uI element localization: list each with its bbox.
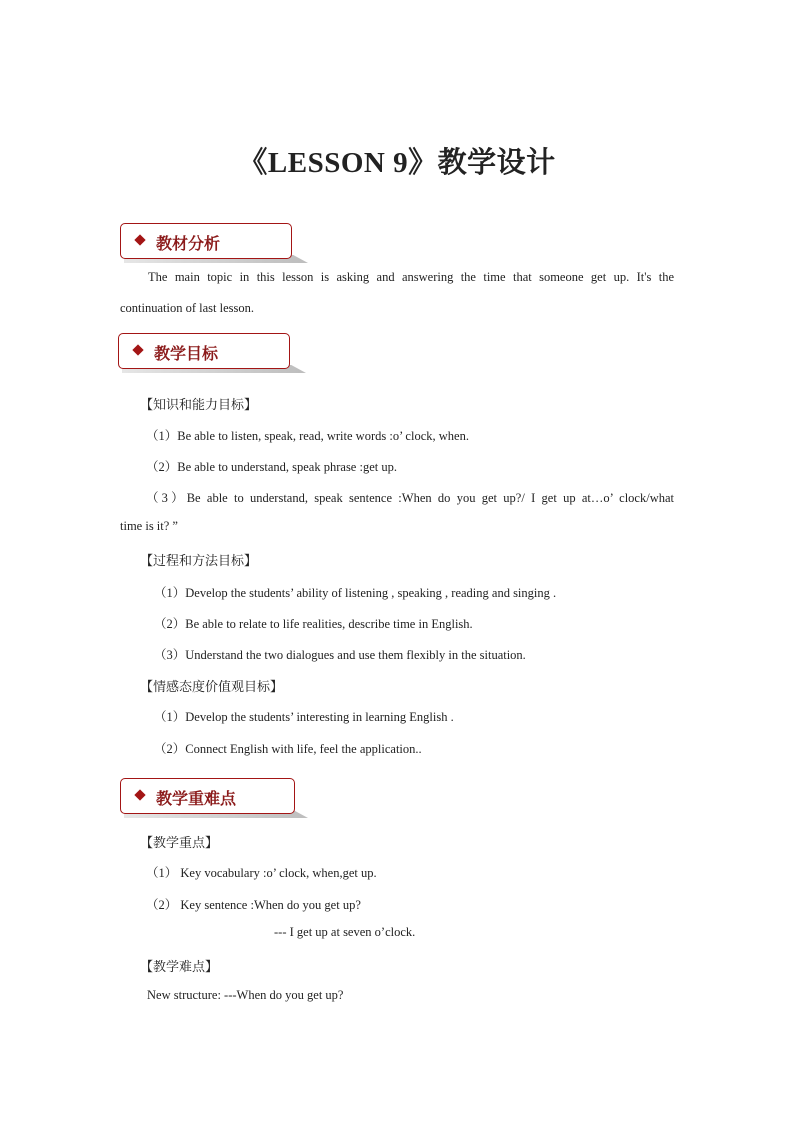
diamond-bullet-icon [134,789,145,800]
knowledge-objectives-heading: 【知识和能力目标】 [140,398,258,413]
section-heading-label: 教材分析 [156,234,221,253]
section-heading-objectives [118,333,290,369]
section-heading-analysis [120,223,292,259]
analysis-paragraph-line: The main topic in this lesson is asking and answering the time that someone get up. It's the [148,270,674,284]
focus-item: （2） Key sentence :When do you get up? [146,898,361,912]
objective-item: （2）Be able to understand, speak phrase :get up. [146,460,397,474]
focus-item: --- I get up at seven o’clock. [274,925,416,939]
section-heading-label: 教学重难点 [156,789,237,808]
objective-item: （1）Develop the students’ ability of listening , speaking , reading and singing . [154,586,557,600]
objective-item: （1）Be able to listen, speak, read, write words :o’ clock, when. [146,429,469,443]
objective-item: （2）Connect English with life, feel the application.. [154,742,422,756]
diamond-bullet-icon [132,344,143,355]
section-heading-keypoints [120,778,295,814]
objective-item: time is it? ” [120,519,178,533]
focus-heading: 【教学重点】 [140,836,219,851]
emotion-objectives-heading: 【情感态度价值观目标】 [140,680,284,695]
section-heading-label: 教学目标 [154,344,219,363]
difficulty-item: New structure: ---When do you get up? [147,988,344,1002]
objective-item: （2）Be able to relate to life realities, describe time in English. [154,617,473,631]
focus-item: （1） Key vocabulary :o’ clock, when,get up. [146,866,377,880]
analysis-paragraph-line: continuation of last lesson. [120,301,255,315]
process-objectives-heading: 【过程和方法目标】 [140,554,258,569]
difficulty-heading: 【教学难点】 [140,960,219,975]
objective-item: （3）Be able to understand, speak sentence :When do you get up?/ I get up at…o’ clock/what [146,491,674,505]
objective-item: （3）Understand the two dialogues and use them flexibly in the situation. [154,648,526,662]
diamond-bullet-icon [134,234,145,245]
document-title: 《LESSON 9》教学设计 [238,147,556,179]
objective-item: （1）Develop the students’ interesting in learning English . [154,710,454,724]
